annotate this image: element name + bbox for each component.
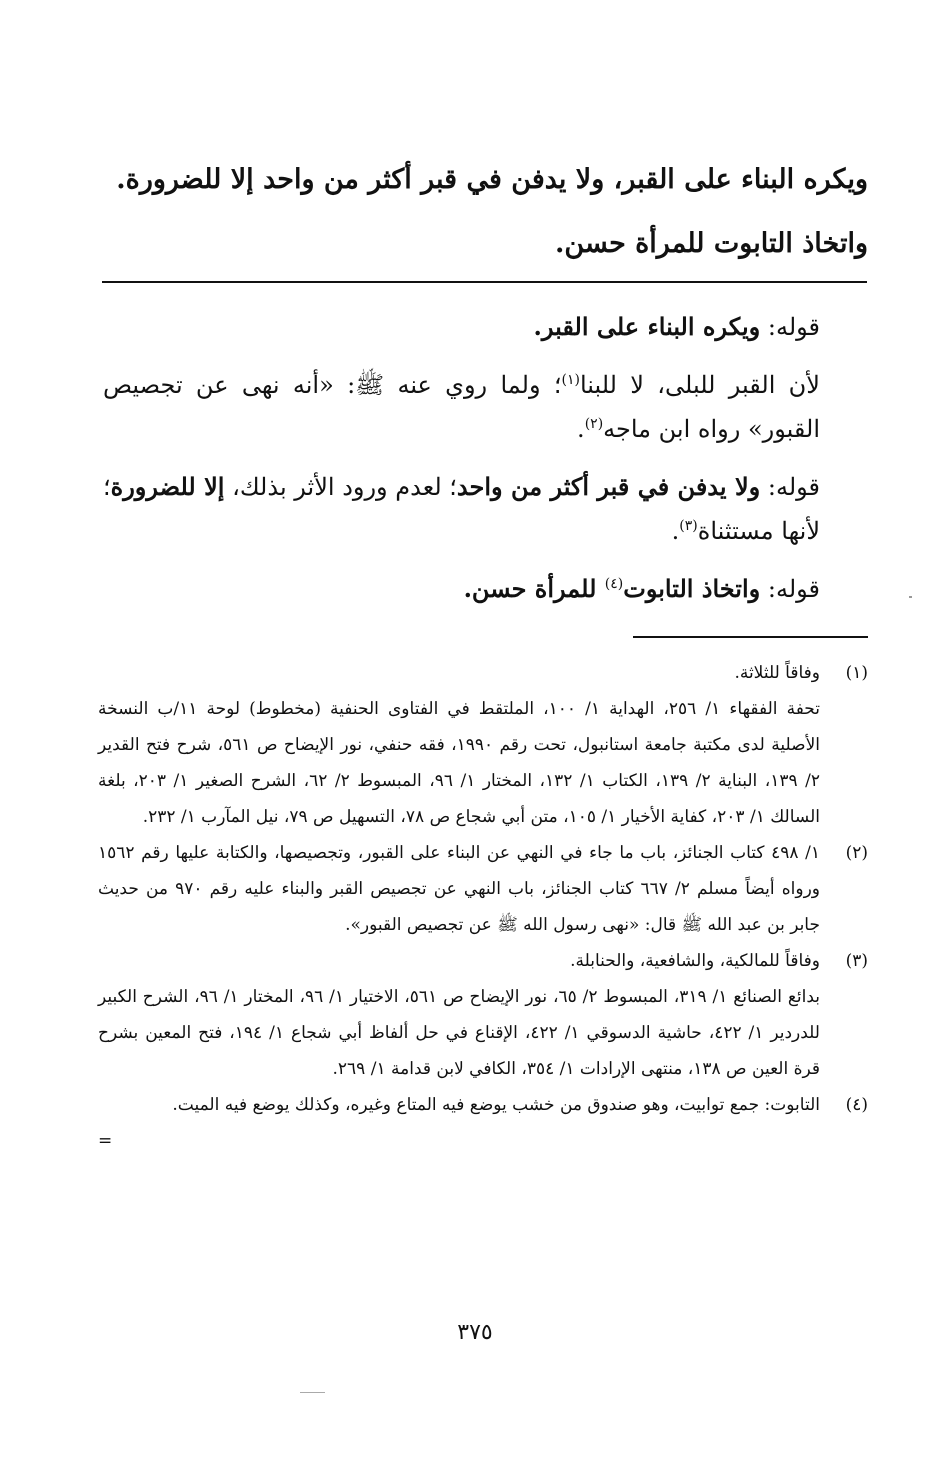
footnote-body bbox=[98, 835, 820, 943]
commentary-para-4 bbox=[103, 567, 868, 611]
qawluh-label: قوله: bbox=[760, 575, 820, 603]
footnote-number: (١) bbox=[845, 663, 868, 683]
footnote-line: التابوت: جمع توابيت، وهو صندوق من خشب يوضع فيه المتاع وغيره، وكذلك يوضع فيه الميت. bbox=[172, 1095, 820, 1115]
footnote-body bbox=[98, 655, 820, 835]
commentary-text: ؛ لعدم ورود الأثر بذلك، bbox=[224, 473, 457, 501]
footnote-number: (٤) bbox=[845, 1095, 868, 1115]
footnote-4 bbox=[98, 1087, 868, 1159]
footnote-1 bbox=[98, 655, 868, 835]
footnote-line: وفاقاً للمالكية، والشافعية، والحنابلة. bbox=[570, 951, 820, 971]
footnote-line: بدائع الصنائع ١/ ٣١٩، المبسوط ٢/ ٦٥، نور الإيضاح ص ٥٦١، الاختيار ١/ ٩٦، المختار ١/ ٩٦، الشرح الكبير للدردير ١/ ٤٢٢، حاشية الدسوقي ١/ ٤٢٢، الإقناع في حل ألفاظ أبي شجاع ١/ ١٩٤، فتح المعين بشرح قرة العين ص ١٣٨، منتهى الإرادات ١/ ٣٥٤، الكافي لابن قدامة ١/ ٢٦٩. bbox=[98, 987, 820, 1079]
footnotes bbox=[98, 655, 868, 1159]
qawluh-label: قوله: bbox=[760, 473, 821, 501]
commentary-para-2 bbox=[103, 363, 868, 451]
matn-line-2: واتخاذ التابوت للمرأة حسن. bbox=[555, 228, 868, 259]
quoted-matn: واتخاذ التابوت bbox=[623, 574, 761, 603]
commentary-para-3 bbox=[103, 465, 868, 553]
commentary-text: ؛ ولما روي عنه ﷺ: «أنه نهى عن تجصيص القبور» رواه ابن ماجه bbox=[103, 371, 820, 443]
footnote-ref-2[interactable]: (٢) bbox=[584, 416, 604, 432]
scan-speck bbox=[300, 1392, 325, 1393]
quoted-matn: ولا يدفن في قبر أكثر من واحد bbox=[456, 472, 761, 501]
footnote-ref-3[interactable]: (٣) bbox=[679, 518, 698, 534]
page-number: ٣٧٥ bbox=[457, 1320, 493, 1345]
matn-text bbox=[98, 148, 868, 276]
commentary-text: ؛ لأنها مستثناة bbox=[103, 473, 820, 545]
quoted-matn: ويكره البناء على القبر. bbox=[533, 312, 761, 341]
matn-line-1: ويكره البناء على القبر، ولا يدفن في قبر أكثر من واحد إلا للضرورة. bbox=[116, 164, 868, 195]
footnote-body bbox=[98, 1087, 820, 1159]
scan-speck bbox=[909, 596, 912, 598]
commentary-para-1 bbox=[103, 305, 868, 349]
commentary-text: لأن القبر للبلى، لا للبنا bbox=[579, 371, 820, 399]
footnote-line: ١/ ٤٩٨ كتاب الجنائز، باب ما جاء في النهي عن البناء على القبور، وتجصيصها، والكتابة عليها رقم ١٥٦٢ ورواه أيضاً مسلم ٢/ ٦٦٧ كتاب الجنائز، باب النهي عن تجصيص القبر والبناء عليه رقم ٩٧٠ من حديث جابر بن عبد الله ﷺ قال: «نهى رسول الله ﷺ عن تجصيص القبور». bbox=[98, 843, 820, 935]
footnote-3 bbox=[98, 943, 868, 1087]
footnote-number: (٣) bbox=[845, 951, 868, 971]
quoted-matn: للمرأة حسن. bbox=[463, 574, 605, 603]
punctuation: . bbox=[671, 517, 680, 545]
matn-separator-rule bbox=[102, 281, 867, 283]
continuation-mark: = bbox=[98, 1131, 113, 1151]
quoted-matn: إلا للضرورة bbox=[110, 472, 225, 501]
qawluh-label: قوله: bbox=[760, 313, 820, 341]
commentary bbox=[103, 305, 868, 611]
footnote-ref-4[interactable]: (٤) bbox=[604, 576, 624, 592]
footnote-separator-rule bbox=[633, 636, 868, 638]
footnote-line: تحفة الفقهاء ١/ ٢٥٦، الهداية ١/ ١٠٠، الملتقط في الفتاوى الحنفية (مخطوط) لوحة ١١/ب النسخة الأصلية لدى مكتبة جامعة استانبول، تحت رقم ١٩٩٠، فقه حنفي، نور الإيضاح ص ٥٦١، شرح فتح القدير ٢/ ١٣٩، البناية ٢/ ١٣٩، الكتاب ١/ ١٣٢، المختار ١/ ٩٦، المبسوط ٢/ ٦٢، الشرح الصغير ١/ ٢٠٣، بلغة السالك ١/ ٢٠٣، كفاية الأخيار ١/ ١٠٥، متن أبي شجاع ص ٧٨، التسهيل ص ٧٩، نيل المآرب ١/ ٢٣٢. bbox=[98, 699, 821, 827]
footnote-number: (٢) bbox=[845, 843, 868, 863]
punctuation: . bbox=[577, 415, 585, 443]
footnote-ref-1[interactable]: (١) bbox=[561, 372, 580, 388]
footnote-2 bbox=[98, 835, 868, 943]
footnote-line: وفاقاً للثلاثة. bbox=[734, 663, 820, 683]
footnote-body bbox=[98, 943, 820, 1087]
